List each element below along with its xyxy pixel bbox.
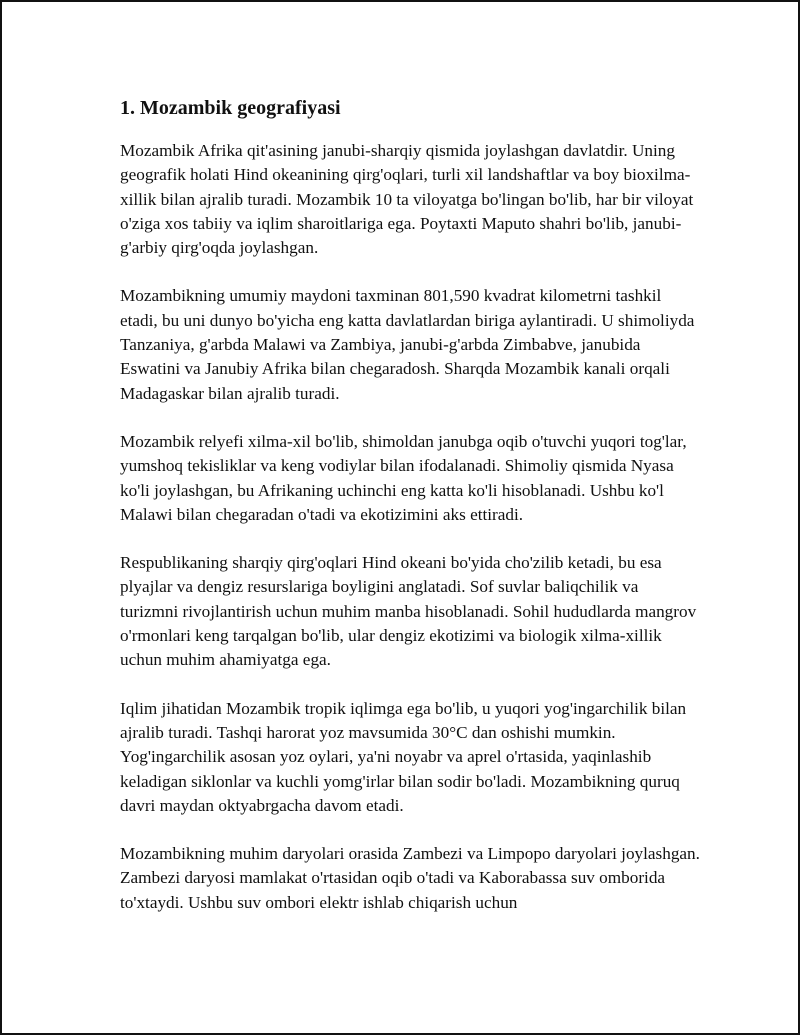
paragraph-overview: Mozambik Afrika qit'asining janubi-sharqiy qismida joylashgan davlatdir. Uning geografik holati Hind okeanining qirg'oqlari, turli xil landshaftlar va boy bioxilma-xillik bilan ajralib turadi. Mozambik 10 ta viloyatga bo'lingan bo'lib, har bir viloyat o'ziga xos tabiiy va iqlim sharoitlariga ega. Poytaxti Maputo shahri bo'lib, janubi-g'arbiy qirg'oqda joylashgan. bbox=[120, 141, 694, 258]
document-body bbox=[120, 95, 700, 939]
paragraph-climate: Iqlim jihatidan Mozambik tropik iqlimga ega bo'lib, u yuqori yog'ingarchilik bilan ajralib turadi. Tashqi harorat yoz mavsumida 30°C dan oshishi mumkin. Yog'ingarchilik asosan yoz oylari, ya'ni noyabr va aprel o'rtasida, yaqinlashib keladigan siklonlar va kuchli yomg'irlar bilan sodir bo'ladi. Mozambikning quruq davri maydan oktyabrgacha davom etadi. bbox=[120, 698, 687, 815]
paragraph-area-borders: Mozambikning umumiy maydoni taxminan 801,590 kvadrat kilometrni tashkil etadi, bu uni dunyo bo'yicha eng katta davlatlardan biriga aylantiradi. U shimoliyda Tanzaniya, g'arbda Malawi va Zambiya, janubi-g'arbda Zimbabve, janubida Eswatini va Janubiy Afrika bilan chegaradosh. Sharqda Mozambik kanali orqali Madagaskar bilan ajralib turadi. bbox=[120, 286, 695, 403]
paragraph-rivers: Mozambikning muhim daryolari orasida Zambezi va Limpopo daryolari joylashgan. Zambezi daryosi mamlakat o'rtasidan oqib o'tadi va Kaborabassa suv omborida to'xtaydi. Ushbu suv ombori elektr ishlab chiqarish uchun bbox=[120, 844, 700, 912]
section-heading: 1. Mozambik geografiyasi bbox=[120, 97, 341, 119]
paragraph-coast: Respublikaning sharqiy qirg'oqlari Hind okeani bo'yida cho'zilib ketadi, bu esa plyajlar va dengiz resurslariga boyligini anglatadi. Sof suvlar baliqchilik va turizmni rivojlantirish uchun muhim manba hisoblanadi. Sohil hududlarda mangrov o'rmonlari keng tarqalgan bo'lib, ular dengiz ekotizimi va biologik xilma-xillik uchun muhim ahamiyatga ega. bbox=[120, 553, 697, 670]
paragraph-relief: Mozambik relyefi xilma-xil bo'lib, shimoldan janubga oqib o'tuvchi yuqori tog'lar, yumshoq tekisliklar va keng vodiylar bilan ifodalanadi. Shimoliy qismida Nyasa ko'li joylashgan, bu Afrikaning uchinchi eng katta ko'li hisoblanadi. Ushbu ko'l Malawi bilan chegaradan o'tadi va ekotizimini aks ettiradi. bbox=[120, 431, 687, 524]
